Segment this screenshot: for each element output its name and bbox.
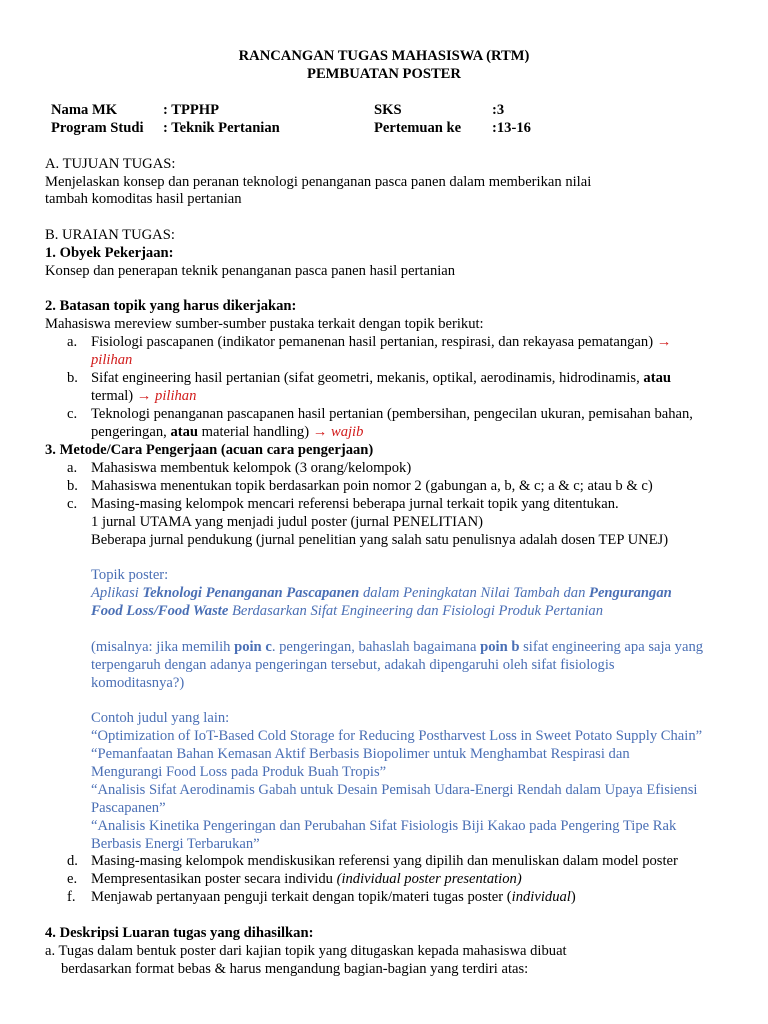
nama-mk-value: : TPPHP [163, 102, 220, 118]
topik-text: dalam Peningkatan Nilai Tambah dan [362, 585, 586, 601]
arrow-icon: → [312, 424, 328, 440]
list-item-cont: Beberapa jurnal pendukung (jurnal penelitian yang salah satu penulisnya adalah dosen TEP UNEJ) [91, 532, 669, 548]
tag-pilihan: pilihan [91, 352, 133, 368]
contoh-line: “Analisis Kinetika Pengeringan dan Perubahan Sifat Fisiologis Biji Kakao pada Pengering Tipe Rak [91, 818, 677, 834]
item-text: Menjawab pertanyaan penguji terkait dengan topik/materi tugas poster ( [91, 889, 512, 905]
topik-label: Topik poster: [91, 567, 169, 583]
misal-text: . pengeringan, bahaslah bagaimana [271, 639, 477, 655]
list-marker: d. [67, 853, 78, 869]
item-text: pengeringan, [91, 424, 167, 440]
misal-text: sifat engineering apa saja yang [523, 639, 704, 655]
contoh-line: “Optimization of IoT-Based Cold Storage for Reducing Postharvest Loss in Sweet Potato Supply Chain” [91, 728, 703, 744]
list-item: Teknologi penanganan pascapanen hasil pertanian (pembersihan, pengecilan ukuran, pemisahan bahan, [91, 406, 693, 422]
item-bold: atau [170, 424, 199, 440]
sks-value: :3 [492, 102, 505, 118]
list-marker: e. [67, 871, 78, 887]
list-marker: b. [67, 478, 78, 494]
s2-intro: Mahasiswa mereview sumber-sumber pustaka terkait dengan topik berikut: [45, 316, 484, 332]
topik-bold: Teknologi Penanganan Pascapanen [142, 585, 360, 601]
s1-heading: 1. Obyek Pekerjaan: [45, 245, 174, 261]
list-item: Masing-masing kelompok mencari referensi beberapa jurnal terkait topik yang ditentukan. [91, 496, 619, 512]
contoh-line: “Analisis Sifat Aerodinamis Gabah untuk Desain Pemisah Udara-Energi Rendah dalam Upaya Efisiensi [91, 782, 698, 798]
list-item [91, 870, 522, 888]
item-text: material handling) [201, 424, 310, 440]
list-item: Masing-masing kelompok mendiskusikan referensi yang dipilih dan menuliskan dalam model poster [91, 853, 678, 869]
nama-mk-label: Nama MK [51, 102, 118, 118]
list-marker: c. [67, 406, 78, 422]
item-text: termal) [91, 388, 134, 404]
list-item-cont [91, 387, 196, 405]
tag-pilihan: pilihan [155, 388, 197, 404]
item-text: Sifat engineering hasil pertanian (sifat geometri, mekanis, optikal, aerodinamis, hidrodinamis, [91, 370, 640, 386]
pertemuan-label: Pertemuan ke [374, 120, 462, 136]
topik-text: Berdasarkan Sifat Engineering dan Fisiologi Produk Pertanian [231, 603, 603, 619]
doc-title: RANCANGAN TUGAS MAHASISWA (RTM) [238, 48, 530, 64]
contoh-line: Mengurangi Food Loss pada Produk Buah Tropis” [91, 764, 387, 780]
section-a-line: tambah komoditas hasil pertanian [45, 191, 242, 207]
item-text: Fisiologi pascapanen (indikator pemanenan hasil pertanian, respirasi, dan rekayasa pematangan) [91, 334, 654, 350]
misal-line [91, 638, 703, 656]
item-italic: (individual poster presentation) [336, 871, 522, 887]
contoh-line: Berbasis Energi Terbarukan” [91, 836, 260, 852]
topik-bold: Food Loss/Food Waste [91, 603, 229, 619]
section-b-heading: B. URAIAN TUGAS: [45, 227, 175, 243]
list-item: Mahasiswa menentukan topik berdasarkan poin nomor 2 (gabungan a, b, & c; a & c; atau b & c) [91, 478, 653, 494]
doc-subtitle: PEMBUATAN POSTER [307, 66, 461, 82]
contoh-label: Contoh judul yang lain: [91, 710, 230, 726]
contoh-line: “Pemanfaatan Bahan Kemasan Aktif Berbasis Biopolimer untuk Menghambat Respirasi dan [91, 746, 630, 762]
misal-text: (misalnya: jika memilih [91, 639, 231, 655]
s3-heading: 3. Metode/Cara Pengerjaan (acuan cara pengerjaan) [45, 442, 374, 458]
s1-text: Konsep dan penerapan teknik penanganan pasca panen hasil pertanian [45, 263, 456, 279]
list-marker: f. [67, 889, 76, 905]
list-marker: b. [67, 370, 78, 386]
topik-title-line [91, 602, 603, 620]
prodi-value: : Teknik Pertanian [163, 120, 280, 136]
item-text: Mempresentasikan poster secara individu [91, 871, 333, 887]
list-item [91, 888, 576, 906]
arrow-icon: → [656, 334, 672, 350]
list-item-cont [91, 423, 363, 441]
item-bold: atau [643, 370, 671, 386]
item-text: ) [570, 889, 576, 905]
pertemuan-value: :13-16 [492, 120, 531, 136]
misal-bold: poin c [234, 639, 272, 655]
s4-heading: 4. Deskripsi Luaran tugas yang dihasilkan: [45, 925, 314, 941]
topik-bold: Pengurangan [589, 585, 672, 601]
topik-text: Aplikasi [91, 585, 139, 601]
item-italic: individual [511, 889, 571, 905]
s2-heading: 2. Batasan topik yang harus dikerjakan: [45, 298, 297, 314]
arrow-icon: → [136, 388, 152, 404]
misal-line: komoditasnya?) [91, 675, 185, 691]
list-item [91, 369, 671, 387]
misal-bold: poin b [480, 639, 520, 655]
list-marker: a. [67, 334, 78, 350]
list-marker: c. [67, 496, 78, 512]
section-a-line: Menjelaskan konsep dan peranan teknologi penanganan pasca panen dalam memberikan nilai [45, 174, 592, 190]
tag-wajib: wajib [330, 424, 364, 440]
s4-line: a. Tugas dalam bentuk poster dari kajian topik yang ditugaskan kepada mahasiswa dibuat [45, 943, 567, 959]
topik-title-line [91, 584, 672, 602]
s4-line: berdasarkan format bebas & harus mengandung bagian-bagian yang terdiri atas: [61, 961, 529, 977]
list-item: Mahasiswa membentuk kelompok (3 orang/kelompok) [91, 460, 412, 476]
list-marker: a. [67, 460, 78, 476]
section-a-heading: A. TUJUAN TUGAS: [45, 156, 176, 172]
sks-label: SKS [374, 102, 402, 118]
contoh-line: Pascapanen” [91, 800, 166, 816]
misal-line: terpengaruh dengan adanya pengeringan tersebut, adakah dipengaruhi oleh sifat fisiologis [91, 657, 615, 673]
list-item-cont: 1 jurnal UTAMA yang menjadi judul poster (jurnal PENELITIAN) [91, 514, 483, 530]
list-item [91, 333, 671, 351]
prodi-label: Program Studi [51, 120, 144, 136]
